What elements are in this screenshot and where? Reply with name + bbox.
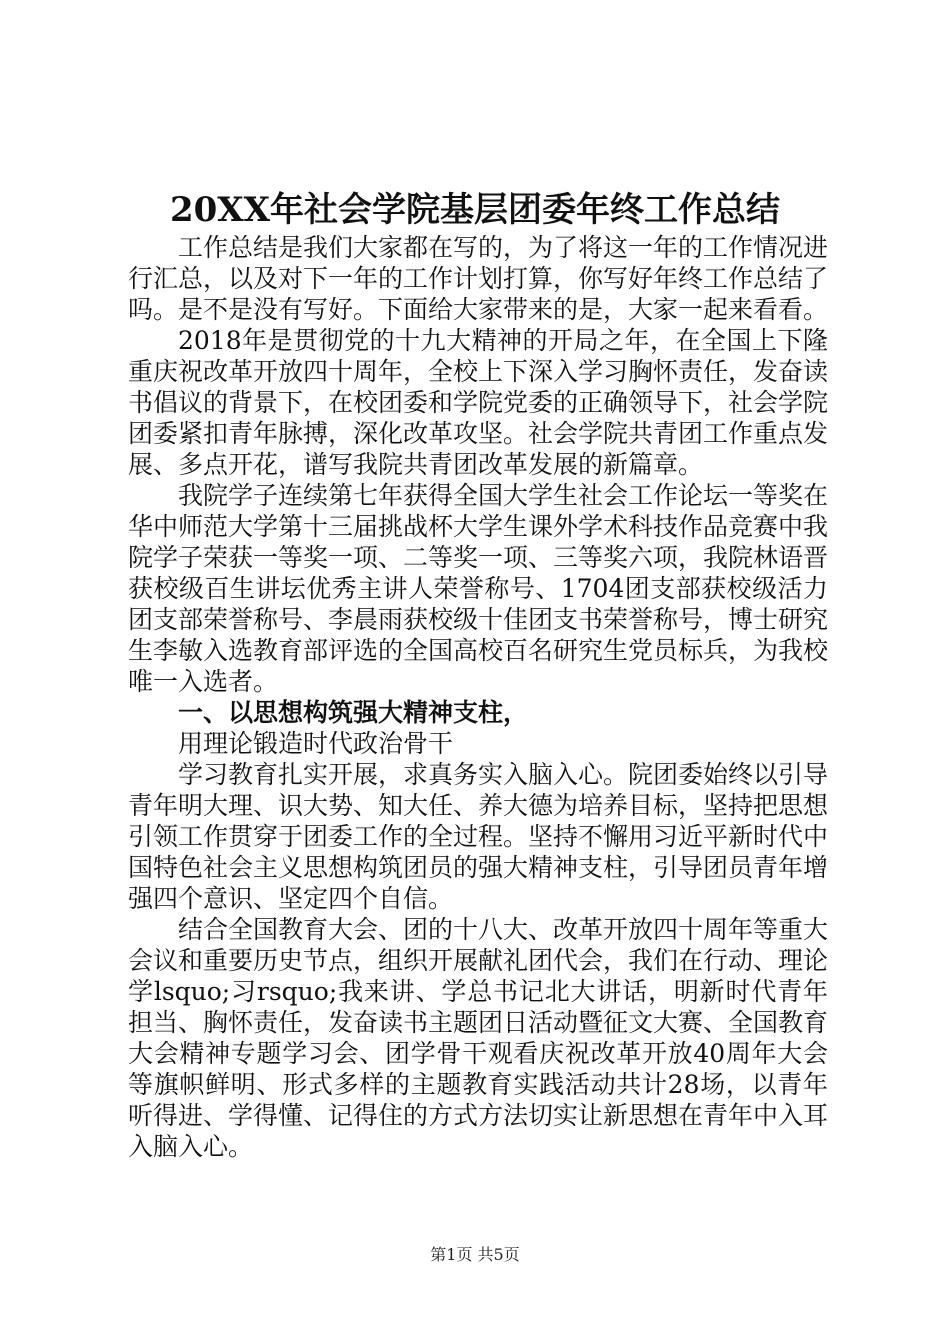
- page-number: 第1页 共5页: [430, 1245, 520, 1264]
- background-paragraph: 2018年是贯彻党的十九大精神的开局之年，在全国上下隆重庆祝改革开放四十周年，全校上下深入学习胸怀责任，发奋读书倡议的背景下，在校团委和学院党委的正确领导下，社会学院团委紧扣青年脉搏，深化改革攻坚。社会学院共青团工作重点发展、多点开花，谱写我院共青团改革发展的新篇章。: [128, 326, 829, 479]
- intro-paragraph: 工作总结是我们大家都在写的，为了将这一年的工作情况进行汇总，以及对下一年的工作计划打算，你写好年终工作总结了吗。是不是没有写好。下面给大家带来的是，大家一起来看看。: [128, 233, 829, 324]
- section-paragraph: 结合全国教育大会、团的十八大、改革开放四十周年等重大会议和重要历史节点，组织开展献礼团代会，我们在行动、理论学lsquo;习rsquo;我来讲、学总书记北大讲话，明新时代青年担当、胸怀责任，发奋读书主题团日活动暨征文大赛、全国教育大会精神专题学习会、团学骨干观看庆祝改革开放40周年大会等旗帜鲜明、形式多样的主题教育实践活动共计28场，以青年听得进、学得懂、记得住的方式方法切实让新思想在青年中入耳入脑入心。: [128, 915, 829, 1161]
- section-heading: 一、以思想构筑强大精神支柱，: [178, 698, 529, 727]
- section-paragraph: 学习教育扎实开展，求真务实入脑入心。院团委始终以引导青年明大理、识大势、知大任、养大德为培养目标，坚持把思想引领工作贯穿于团委工作的全过程。坚持不懈用习近平新时代中国特色社会主义思想构筑团员的强大精神支柱，引导团员青年增强四个意识、坚定四个自信。: [128, 760, 829, 913]
- achievements-paragraph: 我院学子连续第七年获得全国大学生社会工作论坛一等奖在华中师范大学第十三届挑战杯大学生课外学术科技作品竞赛中我院学子荣获一等奖一项、二等奖一项、三等奖六项，我院林语晋获校级百生讲坛优秀主讲人荣誉称号、1704团支部获校级活力团支部荣誉称号、李晨雨获校级十佳团支书荣誉称号，博士研究生李敏入选教育部评选的全国高校百名研究生党员标兵，为我校唯一入选者。: [128, 481, 829, 696]
- document-title: 20XX年社会学院基层团委年终工作总结: [169, 190, 781, 230]
- section-subheading: 用理论锻造时代政治骨干: [178, 729, 454, 758]
- document-body: [128, 232, 828, 1162]
